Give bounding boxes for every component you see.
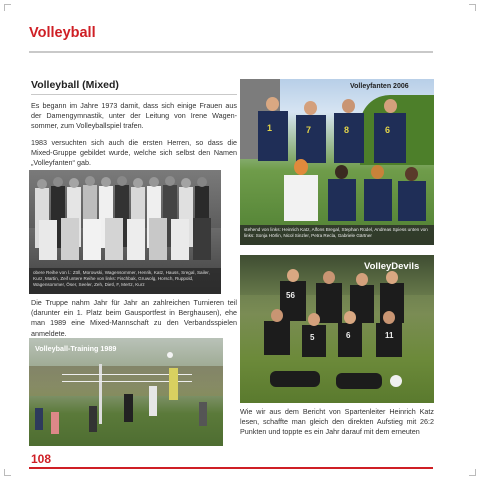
header-rule [29, 51, 433, 53]
crop-mark-bottom-right [469, 469, 476, 476]
photo-caption: stehend von links: Heinrich Katz, Alfons Bregal, Stephan Rüdel, Andreas Spiess unten von links: Sonja Hörlin, Nicol Sinzler, Petra Recla, Gabriele Gärtner [240, 225, 434, 245]
team-member-head [384, 99, 397, 113]
team-member-head [197, 177, 207, 187]
photo-training-1989 [29, 338, 223, 446]
team-member [364, 179, 392, 221]
team-member [270, 371, 320, 387]
player [51, 412, 59, 434]
team-member [376, 323, 402, 357]
team-member-head [383, 311, 395, 324]
team-member-head [266, 97, 279, 111]
player [124, 394, 133, 422]
paragraph-2: 1983 versuchten sich auch die ersten Herren, so dass die Mixed-Gruppe gebildet wurde, welche sich selbst den Namen „Volleyfanten“ gab. [31, 138, 237, 168]
team-member-head [85, 176, 95, 186]
player [149, 386, 157, 416]
player [35, 408, 43, 430]
team-member-head [356, 273, 368, 286]
team-member [328, 179, 356, 221]
team-member [258, 111, 288, 161]
section-title: Volleyball [29, 25, 96, 41]
team-member-head [101, 177, 111, 187]
team-member-head [69, 178, 79, 188]
team-member-head [53, 177, 63, 187]
team-member-head [371, 165, 384, 179]
team-member-head [308, 313, 320, 326]
footer-rule [29, 467, 433, 469]
team-member [149, 218, 167, 260]
jersey-number: 6 [346, 331, 351, 340]
crop-mark-top-right [469, 4, 476, 11]
team-member [83, 219, 101, 260]
paragraph-1: Es begann im Jahre 1973 damit, dass sich einige Frauen aus der Damengymnastik, unter der Leitung von Irene Wagensommer, zum Volleyballspiel trafen. [31, 101, 237, 131]
team-member-head [287, 269, 299, 282]
photo-label: Volleyball-Training 1989 [35, 344, 117, 353]
team-member [264, 321, 290, 355]
jersey-number: 5 [310, 333, 315, 342]
photo-caption: obere Reihe von l.: Zöll, Morowski, Wagensommer, Henrik, Katz, Hauss, Sregal, Sailer, Kurz, Martin, Zeif untere Reihe von links: Fischbak, Gruwolg, Horsch, Ruppold, Wagensommer, Öser, Seeler, Zeh, Dietl, F, Mertz, Kurz [29, 268, 221, 294]
team-member [61, 218, 79, 260]
photo-team-1983 [29, 170, 221, 294]
volleyball-ball [390, 375, 402, 387]
photo-label: VolleyDevils [364, 261, 420, 272]
jersey-number: 8 [344, 125, 350, 135]
volleyball-ball [167, 352, 173, 358]
team-member [105, 218, 123, 260]
paragraph-3: Die Truppe nahm Jahr für Jahr an zahlreichen Turnieren teil (darunter ein 1. Platz beim Gausportfest in Berghausen), ehe man 1989 eine Mixed-Mannschaft zu den Verbandsspielen anmeldete. [31, 298, 237, 338]
team-member-head [405, 167, 418, 181]
net-post [99, 364, 102, 424]
team-member [284, 175, 318, 221]
team-member-head [37, 179, 47, 189]
team-member [338, 323, 362, 357]
crop-mark-top-left [4, 4, 11, 11]
team-member [316, 283, 342, 323]
photo-label: Volleyfanten 2006 [350, 83, 409, 90]
team-member-head [304, 101, 317, 115]
team-member-head [117, 176, 127, 186]
team-member-head [335, 165, 348, 179]
team-member [296, 115, 326, 163]
team-member [374, 113, 406, 163]
team-member [171, 219, 189, 260]
article-heading: Volleyball (Mixed) [31, 79, 119, 91]
team-member [336, 373, 382, 389]
jersey-number: 6 [385, 125, 391, 135]
heading-rule [31, 94, 237, 95]
team-member [127, 219, 145, 260]
team-member-head [344, 311, 356, 324]
team-member [39, 220, 57, 260]
jersey-number: 11 [385, 331, 394, 340]
player [89, 406, 97, 432]
photo-volleydevils [240, 255, 434, 403]
jersey-number: 56 [286, 291, 295, 300]
jersey-number: 7 [306, 125, 312, 135]
crop-mark-bottom-left [4, 469, 11, 476]
team-member-head [386, 271, 398, 284]
team-member [280, 281, 306, 321]
paragraph-4: Wie wir aus dem Bericht von Spartenleiter Heinrich Katz lesen, schaffte man gleich den direkten Aufstieg mit 26:2 Punkten und toppte es ein Jahr darauf mit dem erneuten [240, 407, 434, 437]
player-jumping [169, 368, 178, 400]
team-member-head [323, 271, 335, 284]
team-member-head [342, 99, 355, 113]
page-number: 108 [31, 452, 52, 466]
team-member [334, 113, 364, 163]
team-member [193, 218, 211, 260]
photo-volleyfanten-2006 [240, 79, 434, 245]
team-member-head [149, 177, 159, 187]
jersey-number: 1 [267, 123, 273, 133]
team-member-head [181, 178, 191, 188]
team-member-head [165, 176, 175, 186]
team-member [398, 181, 426, 221]
team-member-head [294, 159, 308, 175]
team-member-head [133, 178, 143, 188]
player [199, 402, 207, 426]
team-member-head [271, 309, 283, 322]
